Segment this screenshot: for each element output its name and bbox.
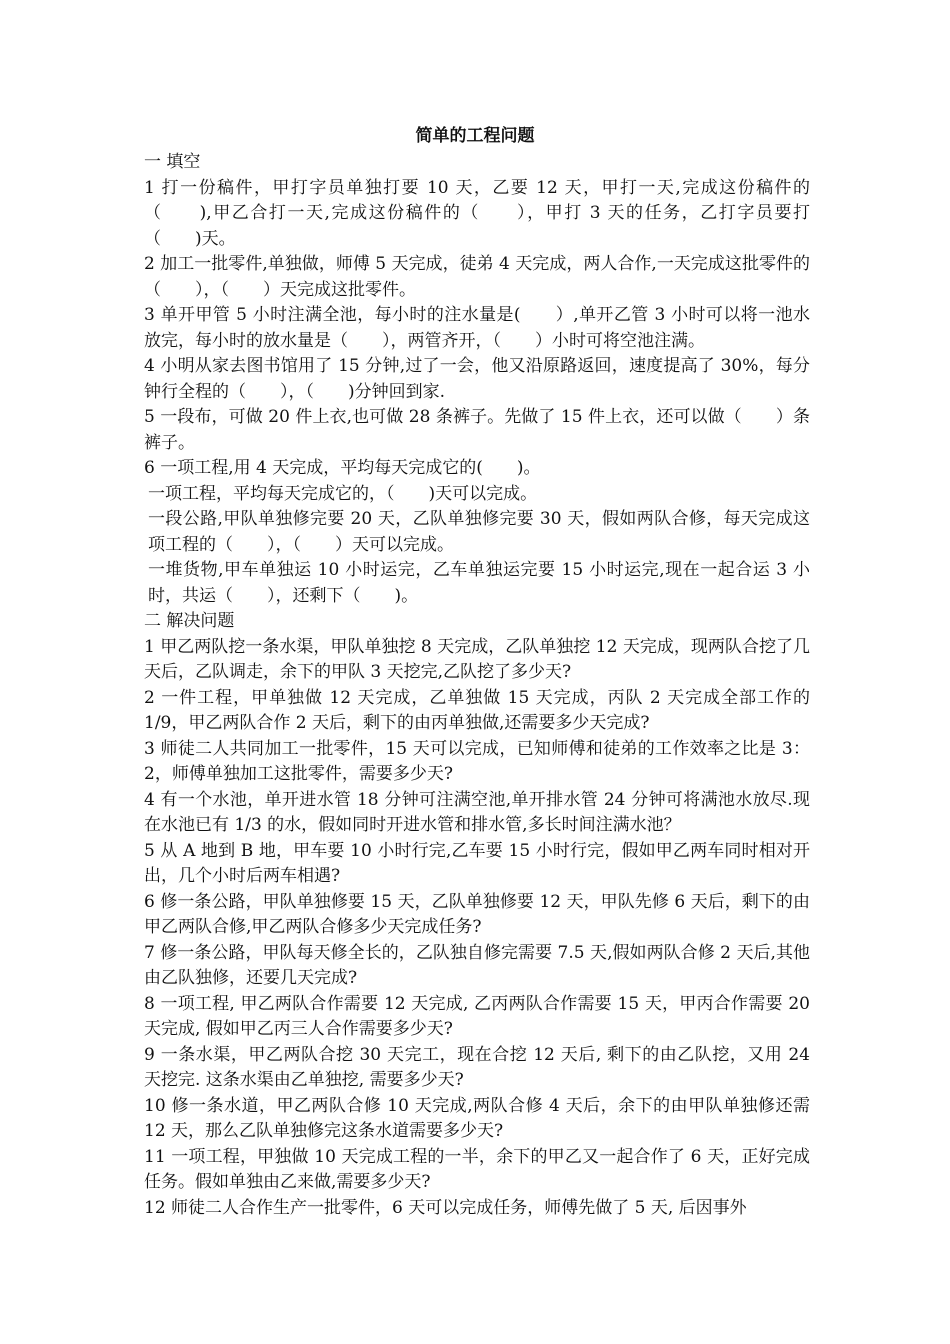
fill-in-item-3: 3 单开甲管 5 小时注满全池，每小时的注水量是( ）,单开乙管 3 小时可以将一池水放完，每小时的放水量是（ ），两管齐开，（ ）小时可将空池注满。 — [144, 305, 810, 351]
problem-item-7: 7 修一条公路，甲队每天修全长的，乙队独自修完需要 7.5 天,假如两队合修 2 天后,其他由乙队独修，还要几天完成? — [144, 942, 810, 988]
section-heading-problems: 二 解决问题 — [144, 611, 235, 631]
problem-item-8: 8 一项工程, 甲乙两队合作需要 12 天完成, 乙丙两队合作需要 15 天，甲丙合作需要 20 天完成, 假如甲乙丙三人合作需要多少天? — [144, 993, 810, 1039]
page-title: 简单的工程问题 — [415, 126, 535, 146]
problem-item-11: 11 一项工程，甲独做 10 天完成工程的一半，余下的甲乙又一起合作了 6 天，正好完成任务。假如单独由乙来做,需要多少天? — [144, 1146, 810, 1192]
fill-in-item-4: 4 小明从家去图书馆用了 15 分钟,过了一会，他又沿原路返回，速度提高了 30%，每分钟行全程的（ ），（ )分钟回到家. — [144, 356, 810, 402]
fill-in-item-6b: 一项工程，平均每天完成它的，（ )天可以完成。 — [148, 483, 538, 504]
problem-item-6: 6 修一条公路，甲队单独修要 15 天，乙队单独修要 12 天，甲队先修 6 天后，剩下的由甲乙两队合修,甲乙两队合修多少天完成任务? — [144, 891, 810, 937]
problem-item-5: 5 从 A 地到 B 地，甲车要 10 小时行完,乙车要 15 小时行完，假如甲乙两车同时相对开出，几个小时后两车相遇? — [144, 840, 810, 886]
section-heading-fill-in: 一 填空 — [144, 152, 201, 172]
problem-item-12: 12 师徒二人合作生产一批零件，6 天可以完成任务，师傅先做了 5 天, 后因事外 — [144, 1197, 747, 1218]
fill-in-item-1: 1 打一份稿件，甲打字员单独打要 10 天，乙要 12 天，甲打一天,完成这份稿件的（ ),甲乙合打一天,完成这份稿件的（ ），甲打 3 天的任务，乙打字员要打（ )天。 — [144, 177, 810, 249]
problem-item-10: 10 修一条水道，甲乙两队合修 10 天完成,两队合修 4 天后，余下的由甲队单独修还需 12 天，那么乙队单独修完这条水道需要多少天? — [144, 1095, 810, 1141]
problem-item-1: 1 甲乙两队挖一条水渠，甲队单独挖 8 天完成，乙队单独挖 12 天完成，现两队合挖了几天后，乙队调走，余下的甲队 3 天挖完,乙队挖了多少天? — [144, 636, 810, 682]
document-body — [144, 150, 810, 1221]
fill-in-item-6: 6 一项工程,用 4 天完成，平均每天完成它的( )。 — [144, 458, 541, 478]
fill-in-item-6c: 一段公路,甲队单独修完要 20 天，乙队单独修完要 30 天，假如两队合修，每天完成这项工程的（ ），（ ）天可以完成。 — [148, 509, 810, 555]
problem-item-2: 2 一件工程，甲单独做 12 天完成，乙单独做 15 天完成，丙队 2 天完成全部工作的 1/9，甲乙两队合作 2 天后，剩下的由丙单独做,还需要多少天完成? — [144, 687, 810, 733]
fill-in-item-2: 2 加工一批零件,单独做，师傅 5 天完成，徒弟 4 天完成，两人合作,一天完成这批零件的（ ），（ ）天完成这批零件。 — [144, 254, 810, 300]
problem-item-9: 9 一条水渠，甲乙两队合挖 30 天完工，现在合挖 12 天后, 剩下的由乙队挖，又用 24 天挖完. 这条水渠由乙单独挖, 需要多少天? — [144, 1044, 810, 1090]
problem-item-4: 4 有一个水池，单开进水管 18 分钟可注满空池,单开排水管 24 分钟可将满池水放尽.现在水池已有 1/3 的水，假如同时开进水管和排水管,多长时间注满水池？ — [144, 789, 810, 835]
fill-in-item-5: 5 一段布，可做 20 件上衣,也可做 28 条裤子。先做了 15 件上衣，还可以做（ ）条裤子。 — [144, 407, 810, 453]
fill-in-item-6d: 一堆货物,甲车单独运 10 小时运完，乙车单独运完要 15 小时运完,现在一起合运 3 小时，共运（ ），还剩下（ )。 — [148, 560, 810, 606]
problem-item-3: 3 师徒二人共同加工一批零件，15 天可以完成，已知师傅和徒弟的工作效率之比是 3：2，师傅单独加工这批零件，需要多少天? — [144, 738, 810, 784]
